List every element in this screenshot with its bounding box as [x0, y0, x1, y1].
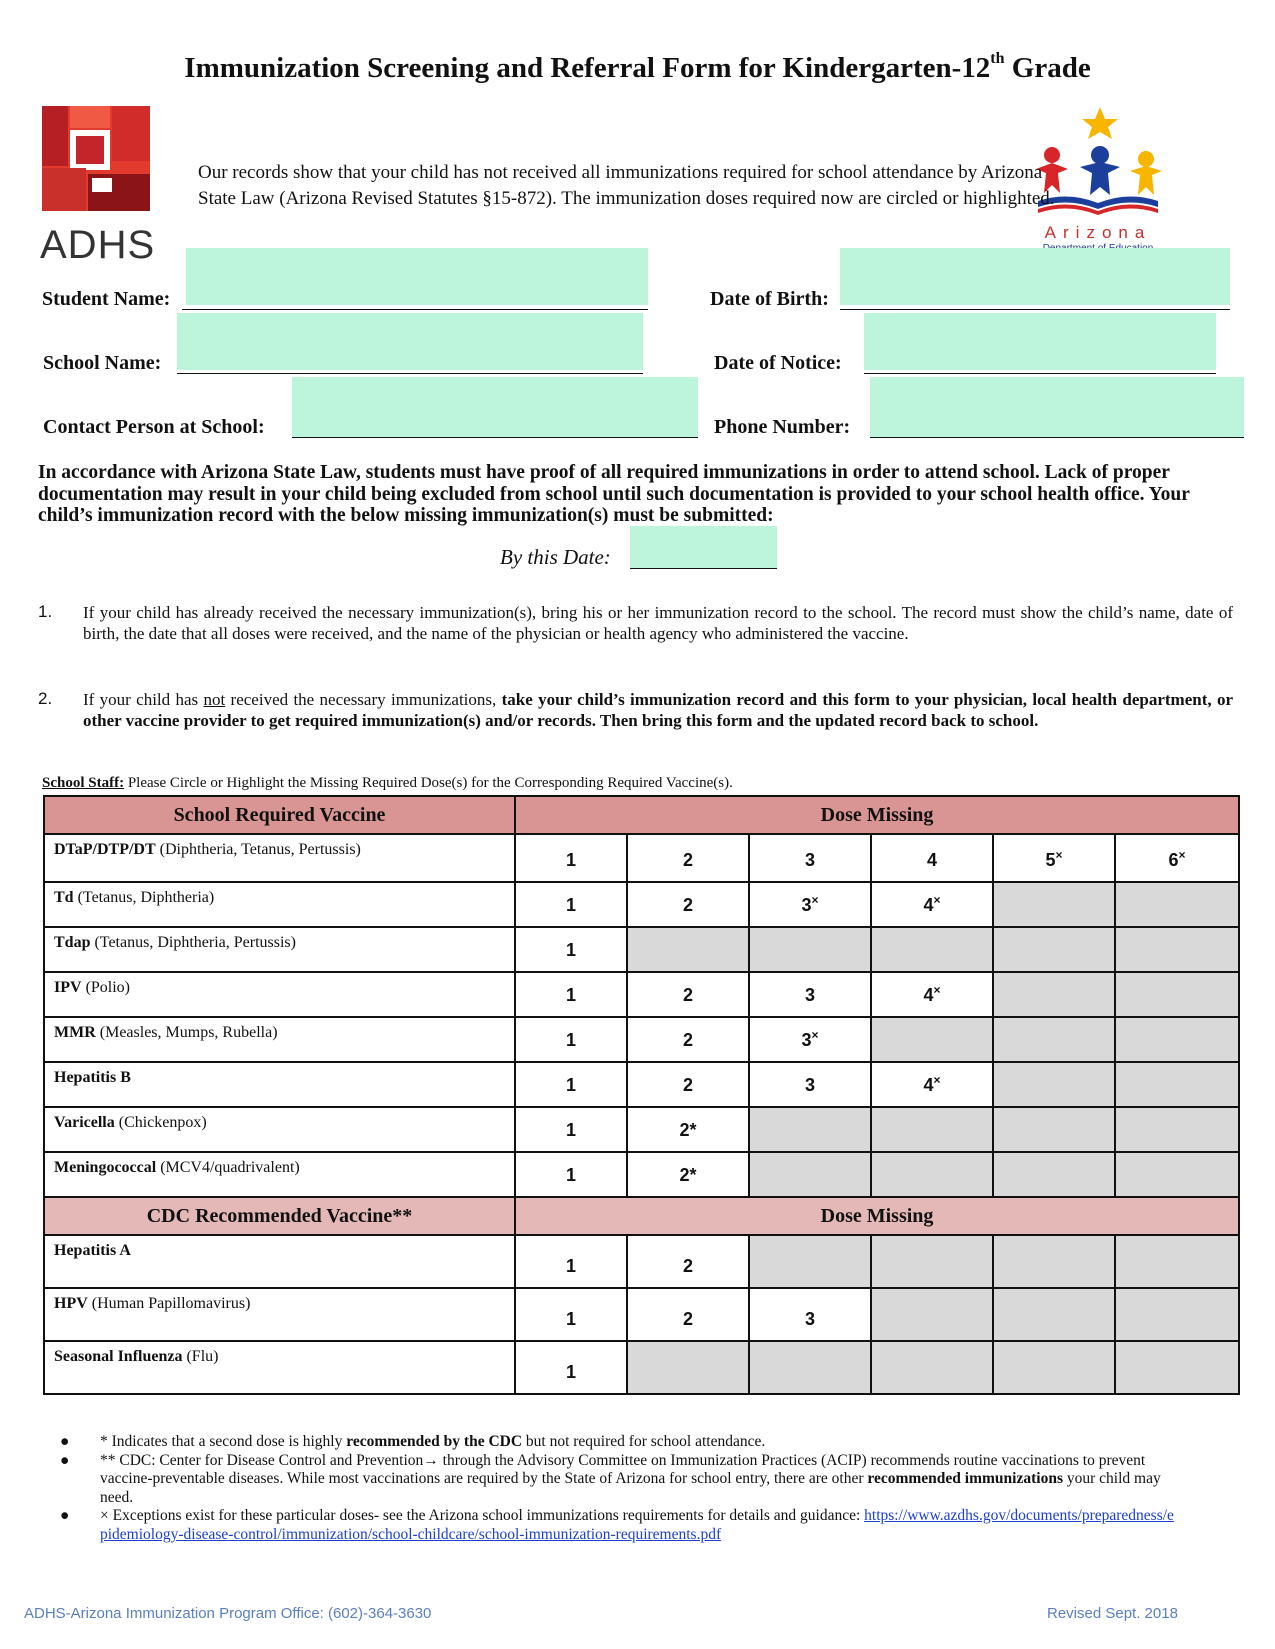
date-of-birth-line: [840, 309, 1230, 310]
dose-cell-disabled: [1115, 1235, 1239, 1288]
adhs-logo: [40, 104, 156, 267]
dose-cell[interactable]: 2: [627, 972, 749, 1017]
footer-revised: Revised Sept. 2018: [1047, 1605, 1178, 1622]
dose-cell-disabled: [1115, 1341, 1239, 1394]
dose-cell-disabled: [749, 1152, 871, 1197]
bullet-icon: ●: [60, 1507, 70, 1524]
dose-cell[interactable]: 1: [515, 1288, 627, 1341]
dose-cell[interactable]: 1: [515, 1235, 627, 1288]
footnote-2: ● ** CDC: Center for Disease Control and Prevention→ through the Advisory Committee on Immunization Practices (ACIP) recommends routine vaccinations to prevent vaccine-preventable diseases. While most vaccinations are required by the State of Arizona for school entry, there are other recommended immunizations your child may need.: [60, 1451, 1161, 1506]
vaccine-name: Varicella (Chickenpox): [44, 1107, 515, 1152]
dose-cell[interactable]: 2*: [627, 1152, 749, 1197]
school-name-line: [177, 373, 643, 374]
dose-cell[interactable]: 1: [515, 1152, 627, 1197]
dose-cell-disabled: [871, 1152, 993, 1197]
dose-cell[interactable]: 1: [515, 1341, 627, 1394]
dose-cell-disabled: [1115, 1017, 1239, 1062]
dose-cell-disabled: [1115, 927, 1239, 972]
dose-cell[interactable]: 3×: [749, 1017, 871, 1062]
vaccine-row: [44, 1107, 1239, 1152]
exception-mark-icon: ×: [1178, 848, 1186, 862]
dose-cell[interactable]: 3: [749, 1288, 871, 1341]
vaccine-name: DTaP/DTP/DT (Diphtheria, Tetanus, Pertussis): [44, 834, 515, 882]
instruction-2: If your child has not received the necessary immunizations, take your child’s immunization record and this form to your physician, local health department, or other vaccine provider to get required immunization(s) and/or records. Then bring this form and the updated record back to school.: [83, 690, 1233, 730]
dose-cell-disabled: [871, 1341, 993, 1394]
dose-cell[interactable]: 1: [515, 834, 627, 882]
intro-text: Our records show that your child has not received all immunizations required for school attendance by Arizona State Law (Arizona Revised Statutes §15-872). The immunization doses required now are circled or highlighted.: [198, 162, 1055, 209]
exception-mark-icon: ×: [811, 893, 819, 907]
dose-cell[interactable]: 2: [627, 1062, 749, 1107]
page-title: Immunization Screening and Referral Form for Kindergarten-12th Grade: [184, 50, 1091, 84]
vaccine-row: [44, 1235, 1239, 1288]
dose-cell[interactable]: 2: [627, 882, 749, 927]
date-of-notice-field[interactable]: [864, 313, 1216, 370]
vaccine-name: IPV (Polio): [44, 972, 515, 1017]
exception-mark-icon: ×: [1055, 848, 1063, 862]
dose-cell[interactable]: 3: [749, 834, 871, 882]
dose-cell-disabled: [749, 1341, 871, 1394]
dose-cell-disabled: [871, 1288, 993, 1341]
dose-missing-header: Dose Missing: [515, 1197, 1239, 1235]
student-name-line: [182, 309, 648, 310]
date-of-birth-label: Date of Birth:: [710, 288, 829, 310]
dose-cell[interactable]: 1: [515, 1107, 627, 1152]
footer-office: ADHS-Arizona Immunization Program Office: (602)-364-3630: [24, 1605, 432, 1622]
staff-note: School Staff: Please Circle or Highlight the Missing Required Dose(s) for the Corresponding Required Vaccine(s).: [42, 775, 733, 791]
dose-cell-disabled: [1115, 1107, 1239, 1152]
dose-cell[interactable]: 2: [627, 834, 749, 882]
vaccine-row: [44, 927, 1239, 972]
dose-cell-disabled: [749, 1235, 871, 1288]
dose-cell-disabled: [871, 927, 993, 972]
date-of-notice-label: Date of Notice:: [714, 352, 842, 374]
vaccine-name: MMR (Measles, Mumps, Rubella): [44, 1017, 515, 1062]
school-name-label: School Name:: [43, 352, 162, 374]
dose-cell[interactable]: 1: [515, 882, 627, 927]
by-date-label: By this Date:: [500, 545, 611, 569]
student-name-field[interactable]: [186, 248, 648, 305]
dose-cell-disabled: [627, 927, 749, 972]
dose-cell-disabled: [1115, 882, 1239, 927]
footnote-1: ● * Indicates that a second dose is highly recommended by the CDC but not required for school attendance.: [60, 1433, 766, 1450]
dose-cell[interactable]: 3: [749, 972, 871, 1017]
dose-cell[interactable]: 2: [627, 1017, 749, 1062]
dose-cell-disabled: [1115, 1062, 1239, 1107]
date-of-birth-field[interactable]: [840, 248, 1230, 305]
dose-cell-disabled: [993, 972, 1115, 1017]
vaccine-name: Tdap (Tetanus, Diphtheria, Pertussis): [44, 927, 515, 972]
dose-cell-disabled: [993, 1235, 1115, 1288]
cdc-vaccine-header: CDC Recommended Vaccine**: [44, 1197, 515, 1235]
dose-cell[interactable]: 5×: [993, 834, 1115, 882]
dose-cell[interactable]: 4×: [871, 972, 993, 1017]
dose-cell-disabled: [993, 1341, 1115, 1394]
dose-cell[interactable]: 3×: [749, 882, 871, 927]
dose-cell[interactable]: 4×: [871, 1062, 993, 1107]
requirements-link[interactable]: https://www.azdhs.gov/documents/preparedness/epidemiology-disease-control/immunization/school-childcare/school-immunization-requirements.pdf: [100, 1507, 1174, 1543]
vaccine-row: [44, 1288, 1239, 1341]
by-date-field[interactable]: [630, 526, 777, 568]
vaccine-row: [44, 1152, 1239, 1197]
dose-missing-header: Dose Missing: [515, 796, 1239, 834]
adhs-logo-mark: [40, 104, 152, 214]
law-warning: In accordance with Arizona State Law, students must have proof of all required immunizations in order to attend school. Lack of proper documentation may result in your child being excluded from school until such documentation is provided to your school health office. Your child’s immunization record with the below missing immunization(s) must be submitted:: [38, 462, 1190, 526]
vaccine-row: [44, 882, 1239, 927]
dose-cell[interactable]: 3: [749, 1062, 871, 1107]
contact-person-label: Contact Person at School:: [43, 416, 265, 438]
footnote-3: ● × Exceptions exist for these particular doses- see the Arizona school immunizations requirements for details and guidance: https://www.azdhs.gov/documents/preparedness/epidemiology-disease-control/immunization/school-childcare/school-immunization-requirements.pdf: [60, 1507, 1174, 1543]
adhs-logo-text: ADHS: [40, 223, 156, 267]
dose-cell[interactable]: 1: [515, 1017, 627, 1062]
vaccine-name: Hepatitis B: [44, 1062, 515, 1107]
vaccine-name: Td (Tetanus, Diphtheria): [44, 882, 515, 927]
instruction-number: 1.: [38, 602, 53, 621]
dose-cell[interactable]: 4×: [871, 882, 993, 927]
dose-cell-disabled: [1115, 1288, 1239, 1341]
exception-mark-icon: ×: [933, 893, 941, 907]
exception-mark-icon: ×: [933, 1073, 941, 1087]
contact-person-field[interactable]: [292, 377, 698, 438]
dose-cell-disabled: [993, 1017, 1115, 1062]
bullet-icon: ●: [60, 1433, 70, 1450]
instruction-1: If your child has already received the necessary immunization(s), bring his or her immunization record to the school. The record must show the child’s name, date of birth, the date that all doses were received, and the name of the physician or health agency who administered the vaccine.: [83, 603, 1233, 643]
dose-cell[interactable]: 1: [515, 927, 627, 972]
dose-cell-disabled: [993, 1152, 1115, 1197]
required-header-row: [44, 796, 1239, 834]
vaccine-name: Meningococcal (MCV4/quadrivalent): [44, 1152, 515, 1197]
contact-person-line: [292, 437, 698, 438]
dose-cell-disabled: [993, 1062, 1115, 1107]
vaccine-row: [44, 972, 1239, 1017]
arizona-logo-text: Arizona: [1044, 223, 1152, 242]
date-of-notice-line: [864, 373, 1216, 374]
required-vaccine-header: School Required Vaccine: [44, 796, 515, 834]
by-date-line: [630, 568, 777, 569]
exception-mark-icon: ×: [933, 983, 941, 997]
student-name-label: Student Name:: [42, 288, 171, 310]
school-name-field[interactable]: [177, 313, 643, 370]
dose-cell-disabled: [627, 1341, 749, 1394]
dose-cell-disabled: [993, 927, 1115, 972]
phone-number-label: Phone Number:: [714, 416, 851, 438]
dose-cell-disabled: [993, 1107, 1115, 1152]
vaccine-table: [43, 795, 1240, 1395]
vaccine-row: [44, 834, 1239, 882]
vaccine-row: [44, 1017, 1239, 1062]
dose-cell[interactable]: 2: [627, 1288, 749, 1341]
dose-cell-disabled: [1115, 1152, 1239, 1197]
dose-cell[interactable]: 4: [871, 834, 993, 882]
phone-number-field[interactable]: [870, 377, 1244, 438]
dose-cell[interactable]: 2*: [627, 1107, 749, 1152]
phone-number-line: [870, 437, 1244, 438]
dose-cell-disabled: [1115, 972, 1239, 1017]
vaccine-name: Seasonal Influenza (Flu): [44, 1341, 515, 1394]
dose-cell-disabled: [749, 1107, 871, 1152]
cdc-header-row: [44, 1197, 1239, 1235]
bullet-icon: ●: [60, 1451, 70, 1469]
vaccine-row: [44, 1341, 1239, 1394]
instruction-number: 2.: [38, 689, 53, 708]
dose-cell-disabled: [993, 1288, 1115, 1341]
vaccine-name: HPV (Human Papillomavirus): [44, 1288, 515, 1341]
dose-cell[interactable]: 6×: [1115, 834, 1239, 882]
dose-cell[interactable]: 2: [627, 1235, 749, 1288]
dose-cell-disabled: [993, 882, 1115, 927]
dose-cell[interactable]: 1: [515, 972, 627, 1017]
footnotes: [60, 1433, 1180, 1544]
dose-cell-disabled: [871, 1107, 993, 1152]
dose-cell[interactable]: 1: [515, 1062, 627, 1107]
vaccine-row: [44, 1062, 1239, 1107]
dose-cell-disabled: [749, 927, 871, 972]
exception-mark-icon: ×: [811, 1028, 819, 1042]
dose-cell-disabled: [871, 1235, 993, 1288]
vaccine-name: Hepatitis A: [44, 1235, 515, 1288]
dose-cell-disabled: [871, 1017, 993, 1062]
